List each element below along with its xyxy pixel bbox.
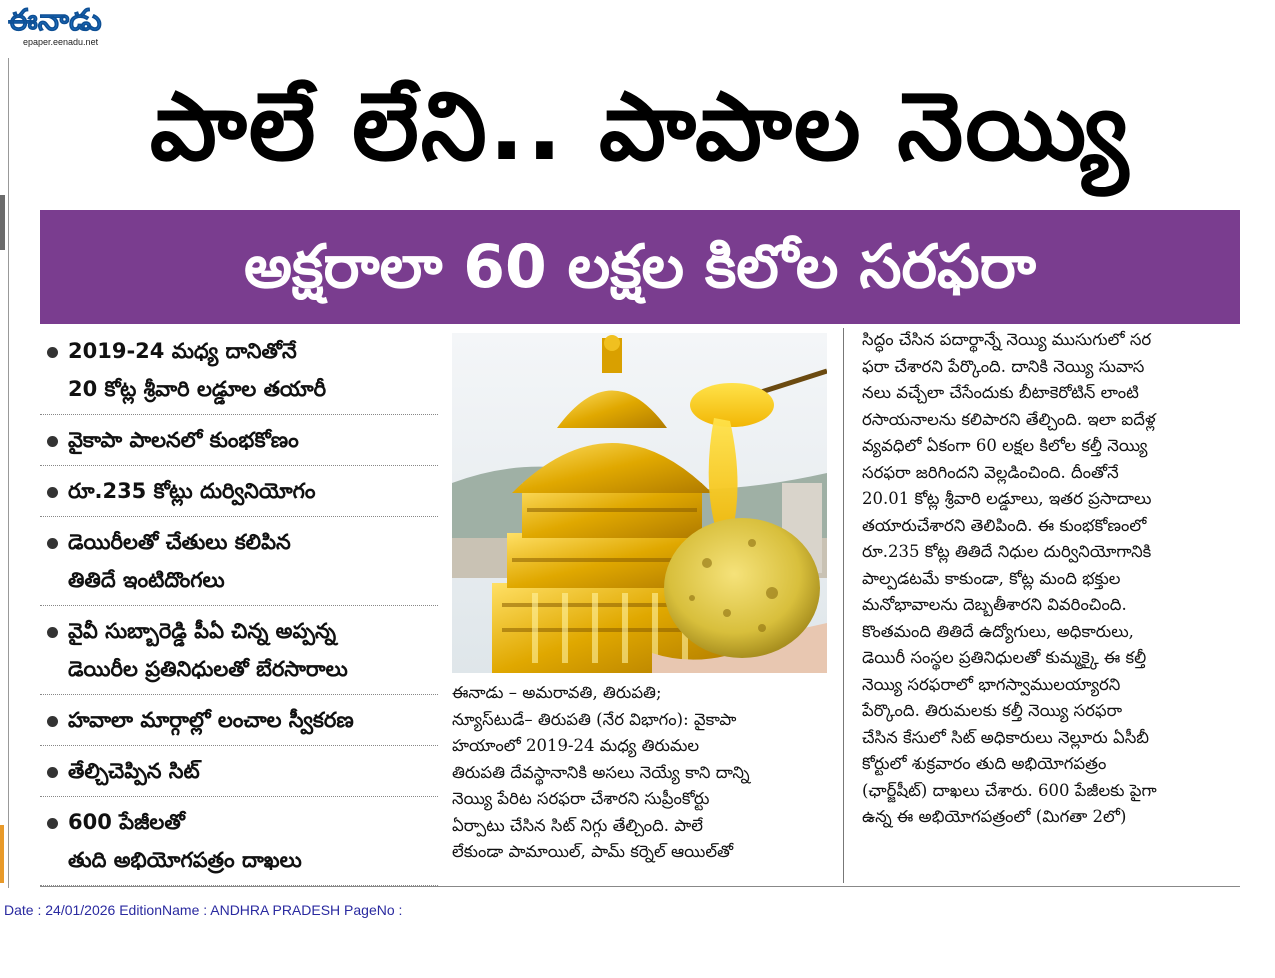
edition-footer: Date : 24/01/2026 EditionName : ANDHRA PRADESH PageNo : [4,902,403,918]
body-text-line: తిరుపతి దేవస్థానానికి అసలు నెయ్యే కాని దాన్ని [452,762,750,782]
body-text-line: రూ.235 కోట్ల తితిదే నిధుల దుర్వినియోగానికి [862,542,1152,561]
highlight-item [40,326,438,415]
highlight-item [40,517,438,606]
highlight-line: వైవీ సుబ్బారెడ్డి పీఏ చిన్న అప్పన్న [68,619,336,643]
body-text-line: ఈనాడు – అమరావతి, తిరుపతి; [452,683,662,702]
highlight-item [40,695,438,746]
highlight-line: తేల్చిచెప్పిన సిట్ [68,759,200,783]
highlight-item [40,746,438,797]
body-text-line: హయాంలో 2019-24 మధ్య తిరుమల [452,736,700,755]
highlight-item [40,606,438,695]
body-text-line: న్యూస్‌టుడే– తిరుపతి (నేర విభాగం): వైకాపా [452,709,737,729]
highlight-line: హవాలా మార్గాల్లో లంచాల స్వీకరణ [68,708,354,732]
article-body-column-right [862,327,1242,831]
body-text-line: (ఛార్జ్‌షీట్) దాఖలు చేశారు. 600 పేజీలకు పైగా [862,780,1157,800]
body-text-line: నెయ్యి సరఫరాలో భాగస్వాములయ్యారని [862,674,1121,694]
body-text-line: నెయ్యి పేరిట సరఫరా చేశారని సుప్రీంకోర్టు [452,789,710,808]
temple-laddu-photo [452,333,827,673]
frame-line [8,58,9,888]
body-text-line: మనోభావాలను దెబ్బతీశారని వివరించింది. [862,595,1127,614]
highlight-line: తితిదే ఇంటిదొంగలు [68,568,225,592]
highlight-item [40,797,438,886]
logo-url: epaper.eenadu.net [23,37,99,47]
body-text-line: వ్యవధిలో ఏకంగా 60 లక్షల కిలోల కల్తీ నెయ్యి [862,436,1148,455]
highlight-line: డెయిరీలతో చేతులు కలిపిన [68,530,291,554]
svg-text:ఈనాడు: ఈనాడు [8,3,102,36]
body-text-line: సరఫరా జరిగిందని వెల్లడించింది. దీంతోనే [862,462,1119,482]
highlight-line: రూ.235 కోట్లు దుర్వినియోగం [68,479,316,503]
eenadu-logo [6,2,138,36]
column-divider [843,328,844,883]
body-text-line: రసాయనాలను కలిపారని తేల్చింది. ఇలా ఐదేళ్ల [862,409,1156,429]
highlights-list [40,326,438,886]
body-text-line: లేకుండా పామాయిల్, పామ్ కర్నెల్ ఆయిల్‌తో [452,842,734,861]
highlight-line: 20 కోట్ల శ్రీవారి లడ్డూల తయారీ [68,377,327,401]
body-text-line: కొంతమంది తితిదే ఉద్యోగులు, అధికారులు, [862,621,1134,641]
body-text-line: సిద్ధం చేసిన పదార్థాన్నే నెయ్యి ముసుగులో సర [862,330,1152,349]
article-body-column-middle [452,680,827,866]
highlight-line: 2019-24 మధ్య దానితోనే [68,339,297,363]
highlight-line: 600 పేజీలతో [68,810,185,834]
body-text-line: నలు వచ్చేలా చేసేందుకు బీటాకెరోటిన్ లాంటి [862,383,1139,402]
headline: పాలే లేని.. పాపాల నెయ్యి [149,73,1131,182]
highlight-item [40,466,438,517]
body-text-line: కోర్టులో శుక్రవారం తుది అభియోగపత్రం [862,754,1107,773]
body-text-line: పాల్పడటమే కాకుండా, కోట్ల మంది భక్తుల [862,568,1121,588]
body-text-line: చేసిన కేసులో సిట్ అధికారులు నెల్లూరు ఏసీబీ [862,727,1150,747]
body-text-line: పేర్కొంది. తిరుమలకు కల్తీ నెయ్యి సరఫరా [862,701,1123,720]
scan-edge-mark [0,825,4,883]
highlight-line: డెయిరీల ప్రతినిధులతో బేరసారాలు [68,657,348,681]
body-text-line: తయారుచేశారని తెలిపింది. ఈ కుంభకోణంలో [862,515,1147,535]
body-text-line: ఫరా చేశారని పేర్కొంది. దానికి నెయ్యి సువాస [862,356,1145,376]
body-text-line: ఉన్న ఈ అభియోగపత్రంలో (మిగతా 2లో) [862,807,1127,826]
body-text-line: ఏర్పాటు చేసిన సిట్ నిగ్గు తేల్చింది. పాలే [452,815,703,835]
subheadline: అక్షరాలా 60 లక్షల కిలోల సరఫరా [244,232,1036,302]
scan-edge-mark [0,195,5,250]
highlight-line: వైకాపా పాలనలో కుంభకోణం [68,428,299,452]
bottom-rule [40,886,1240,887]
highlight-line: తుది అభియోగపత్రం దాఖలు [68,848,302,872]
highlight-item [40,415,438,466]
body-text-line: డెయిరీ సంస్థల ప్రతినిధులతో కుమ్మక్కై ఈ కల్తీ [862,648,1147,667]
body-text-line: 20.01 కోట్ల శ్రీవారి లడ్డూలు, ఇతర ప్రసాదాలు [862,489,1152,508]
